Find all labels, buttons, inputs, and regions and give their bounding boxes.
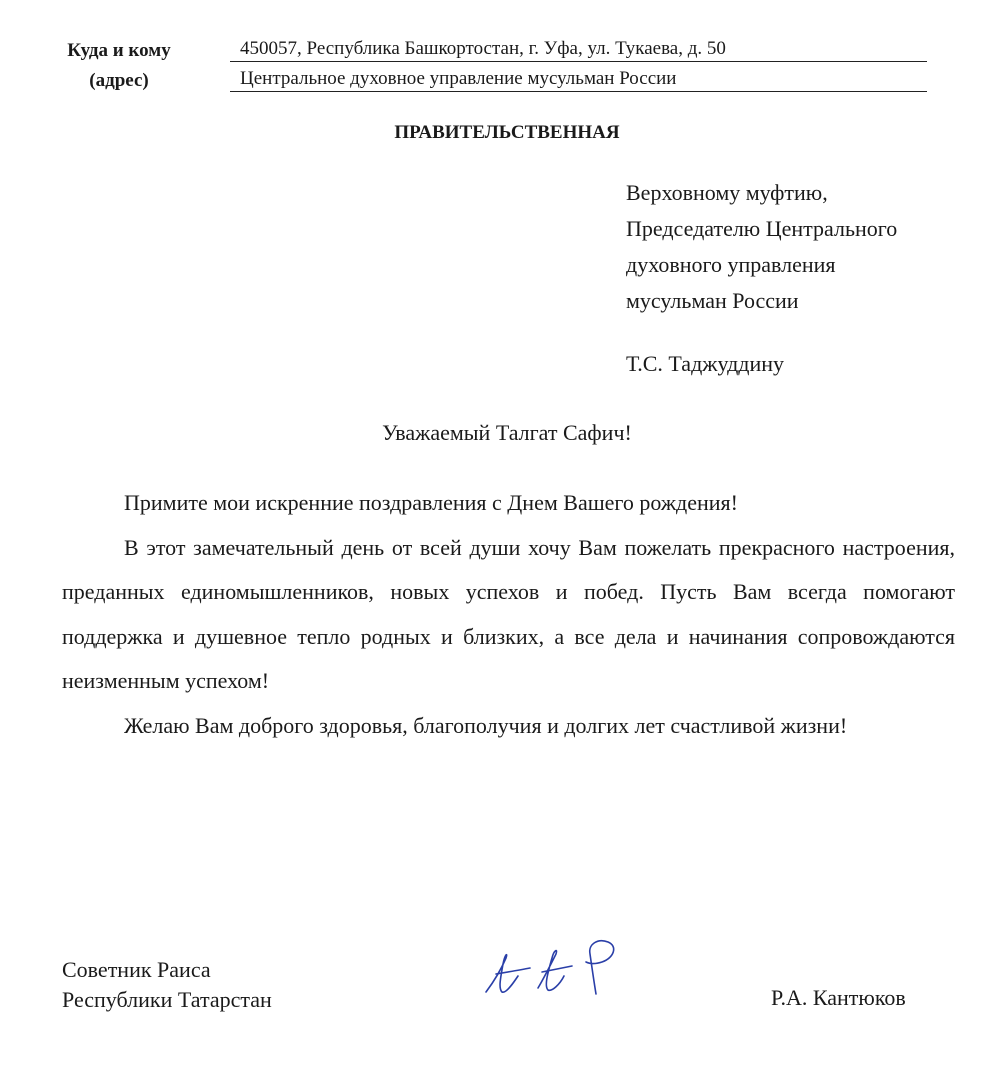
signer-title-line1: Советник Раиса — [62, 957, 211, 982]
recipient-line: мусульман России — [626, 288, 799, 313]
recipient-line: Председателю Центрального — [626, 216, 898, 241]
address-street: 450057, Республика Башкортостан, г. Уфа, ул. Тукаева, д. 50 — [230, 37, 927, 62]
address-label — [50, 36, 188, 96]
signature-stroke — [542, 966, 572, 972]
recipient-name: Т.С. Таджуддину — [626, 351, 785, 376]
signer-name: Р.А. Кантюков — [771, 985, 906, 1010]
address-label-line2: (адрес) — [89, 70, 149, 91]
recipient-line: Верховному муфтию, — [626, 180, 828, 205]
address-organization: Центральное духовное управление мусульман России — [230, 67, 927, 92]
signature-stroke — [586, 941, 614, 994]
body-paragraph: Желаю Вам доброго здоровья, благополучия и долгих лет счастливой жизни! — [124, 712, 848, 738]
address-label-line1: Куда и кому — [67, 40, 171, 61]
body-paragraph: Примите мои искренние поздравления с Днем Вашего рождения! — [124, 490, 738, 515]
telegram-category: ПРАВИТЕЛЬСТВЕННАЯ — [394, 122, 620, 143]
signer-title — [62, 955, 272, 1015]
recipient-block — [626, 175, 897, 319]
signer-title-line2: Республики Татарстан — [62, 987, 272, 1012]
greeting: Уважаемый Талгат Сафич! — [382, 420, 632, 445]
handwritten-signature — [478, 932, 628, 1004]
body-paragraph: В этот замечательный день от всей души хочу Вам пожелать прекрасного настроения, преданных единомышленников, новых успехов и побед. Пусть Вам всегда помогают поддержка и душевное тепло родных и близких, а все дела и начинания сопровождаются неизменным успехом! — [62, 534, 955, 693]
letter-body — [62, 481, 955, 748]
recipient-line: духовного управления — [626, 252, 836, 277]
